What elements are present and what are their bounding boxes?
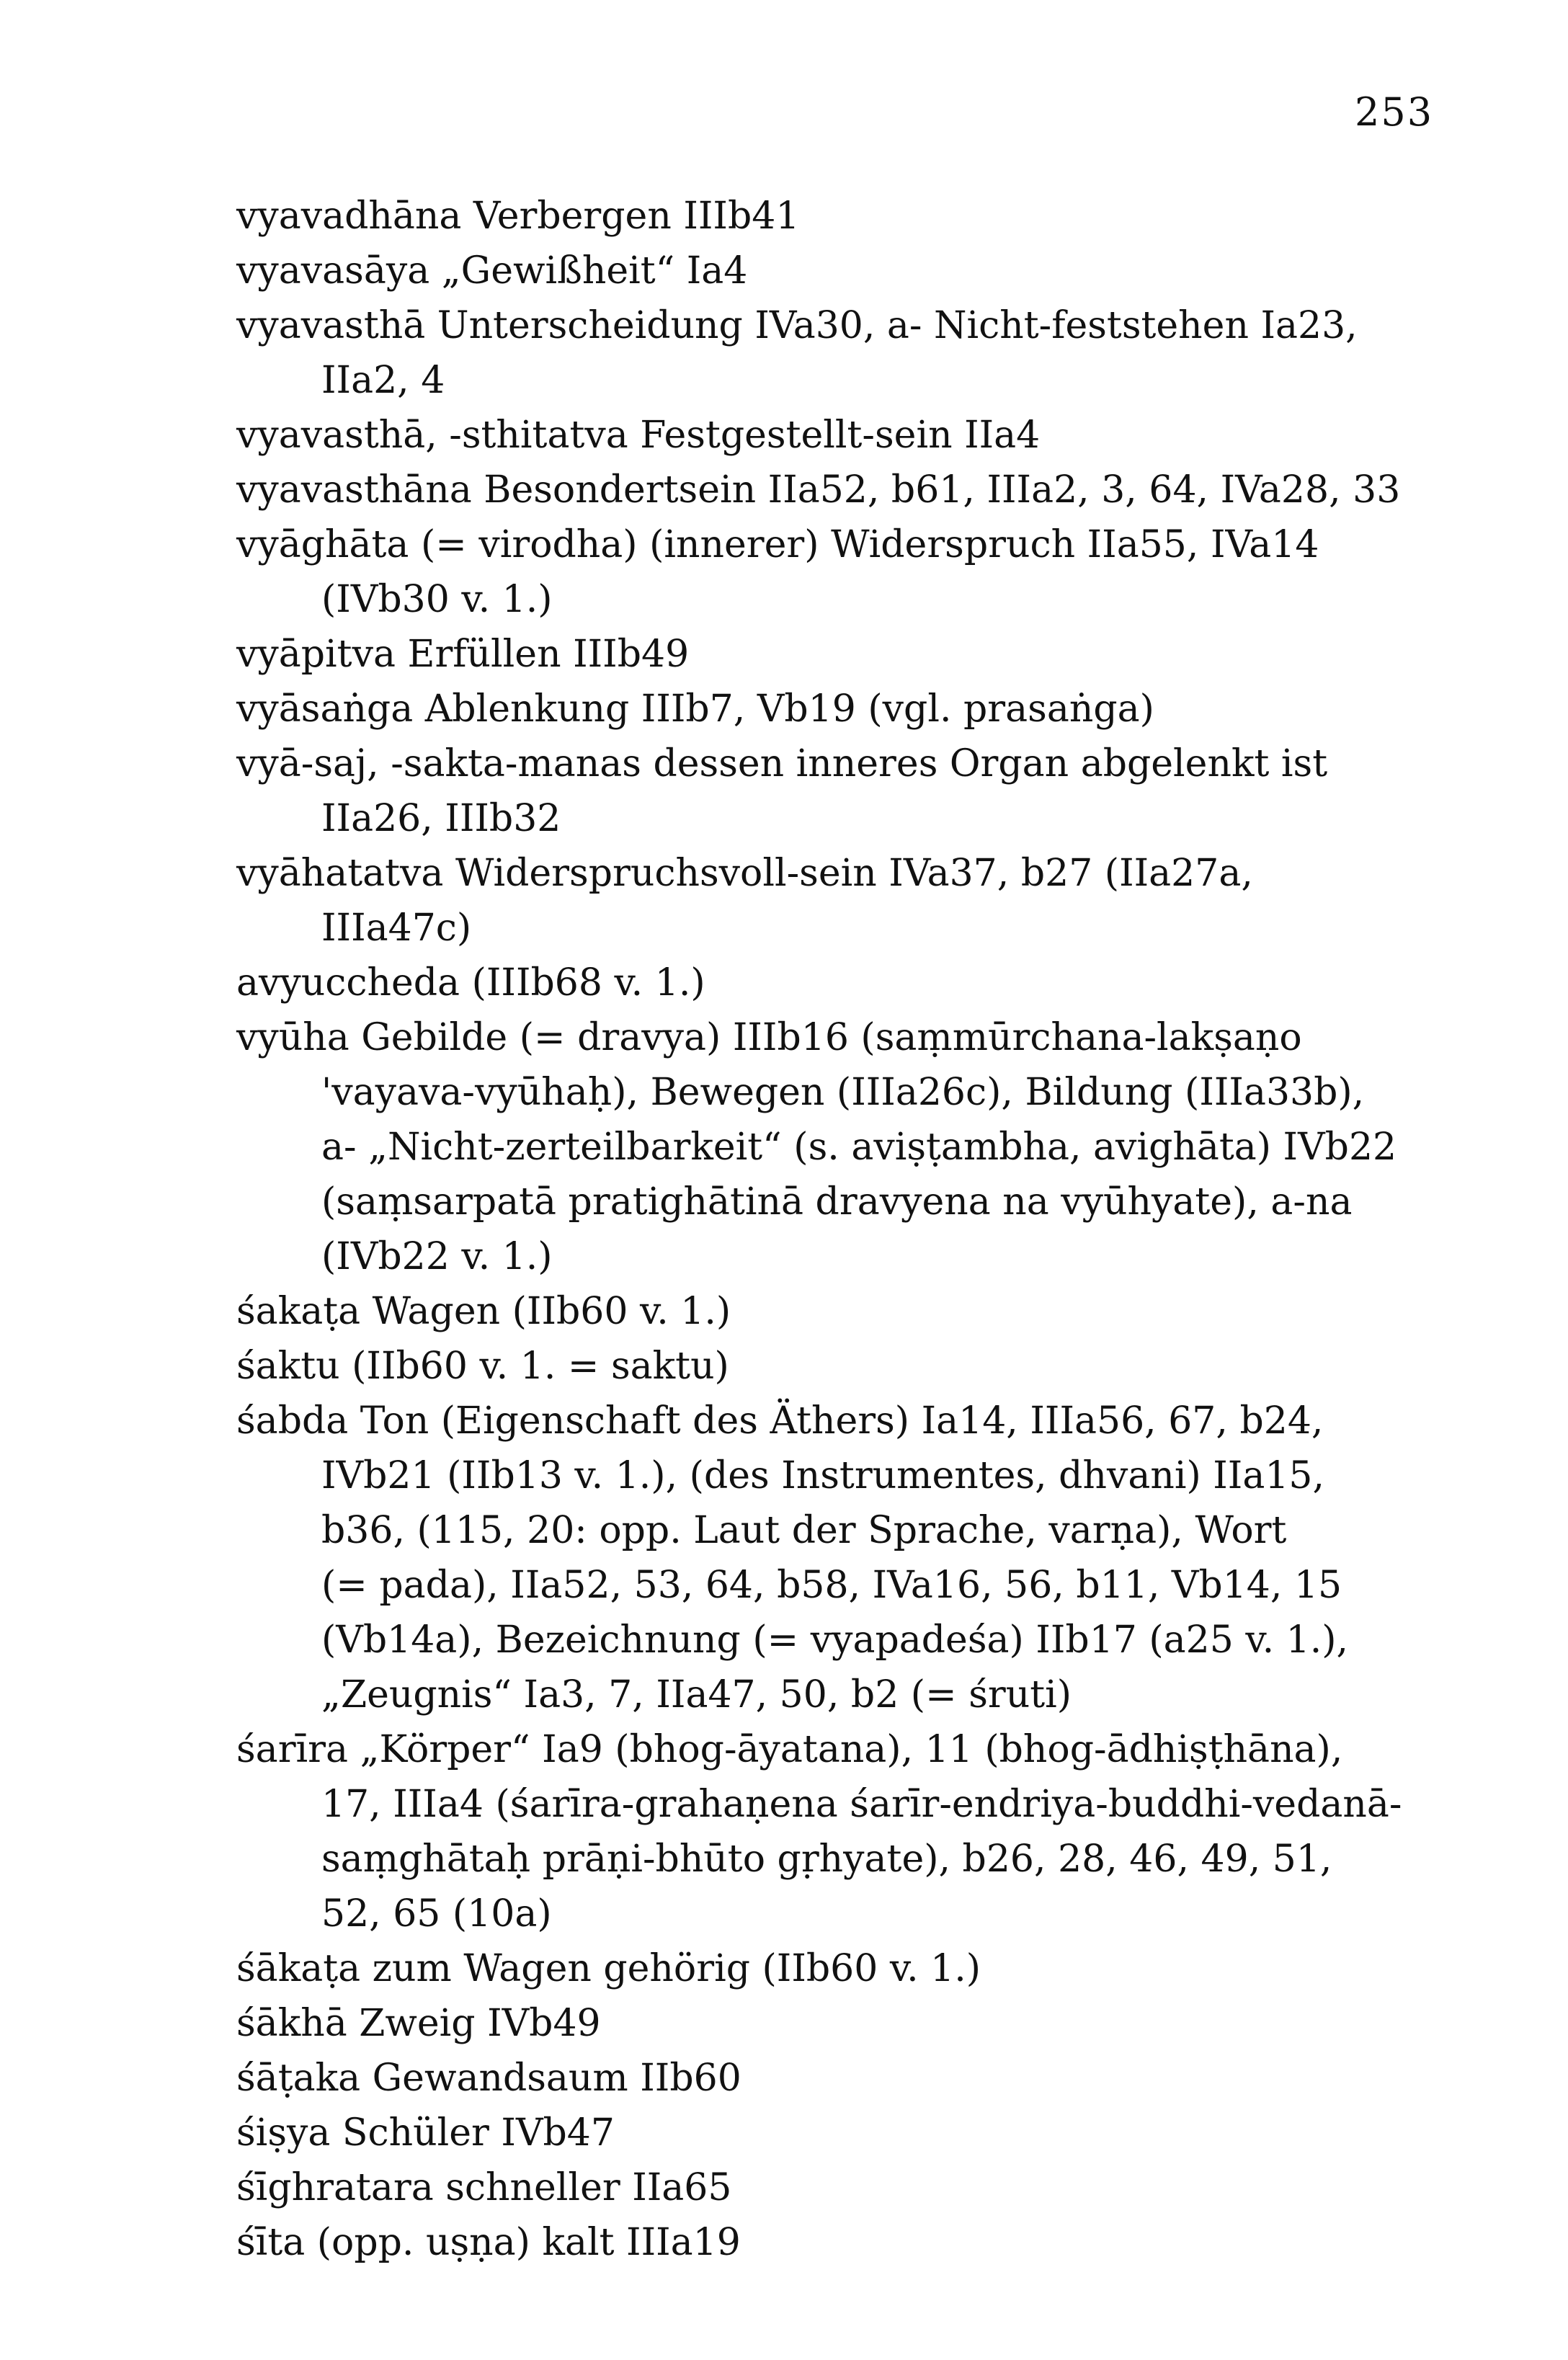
index-entry — [236, 956, 1398, 1010]
entry-continuation-line: a- „Nicht-zerteilbarkeit“ (s. aviṣṭambha, avighāta) IVb22 — [321, 1126, 1397, 1169]
index-entry — [236, 1996, 1398, 2051]
entry-continuation-line: 17, IIIa4 (śarīra-grahaṇena śarīr-endriya-buddhi-vedanā- — [321, 1783, 1402, 1826]
entry-continuation-line: b36, (115, 20: opp. Laut der Sprache, varṇa), Wort — [321, 1509, 1287, 1552]
index-entry — [236, 846, 1398, 956]
entry-headword-line: śīta (opp. uṣṇa) kalt IIIa19 — [236, 2221, 741, 2264]
entry-continuation-line: saṃghātaḥ prāṇi-bhūto gṛhyate), b26, 28, 46, 49, 51, — [321, 1838, 1332, 1881]
entry-headword-line: vyāghāta (= virodha) (innerer) Widerspruch IIa55, IVa14 — [236, 523, 1319, 566]
index-entry — [236, 2160, 1398, 2215]
index-entry — [236, 2215, 1398, 2270]
entry-continuation-line: (= pada), IIa52, 53, 64, b58, IVa16, 56, b11, Vb14, 15 — [321, 1564, 1342, 1607]
index-entry — [236, 189, 1398, 244]
index-entry — [236, 2106, 1398, 2160]
entry-headword-line: śaktu (IIb60 v. 1. = saktu) — [236, 1345, 729, 1388]
index-entry — [236, 408, 1398, 463]
index-entry — [236, 298, 1398, 408]
index-entry — [236, 1722, 1402, 1941]
index-entry — [236, 1284, 1398, 1339]
entry-headword-line: śakaṭa Wagen (IIb60 v. 1.) — [236, 1290, 731, 1333]
entry-continuation-line: (saṃsarpatā pratighātinā dravyena na vyūhyate), a-na — [321, 1180, 1353, 1224]
index-entry — [236, 1010, 1398, 1284]
entry-continuation-line: (IVb30 v. 1.) — [321, 578, 553, 621]
entry-continuation-line: IVb21 (IIb13 v. 1.), (des Instrumentes, dhvani) IIa15, — [321, 1454, 1325, 1497]
index-entry — [236, 1339, 1398, 1394]
index-entry — [236, 244, 1398, 298]
index-entry — [236, 682, 1398, 736]
entry-headword-line: vyāhatatva Widerspruchsvoll-sein IVa37, b27 (IIa27a, — [236, 852, 1253, 895]
entry-continuation-line: (Vb14a), Bezeichnung (= vyapadeśa) IIb17 (a25 v. 1.), — [321, 1618, 1349, 1662]
entry-headword-line: vyā-saj, -sakta-manas dessen inneres Organ abgelenkt ist — [236, 742, 1328, 785]
entry-continuation-line: (IVb22 v. 1.) — [321, 1235, 553, 1278]
index-list — [236, 189, 1402, 2270]
entry-headword-line: vyavasthā Unterscheidung IVa30, a- Nicht-feststehen Ia23, — [236, 304, 1358, 347]
entry-continuation-line: IIa2, 4 — [321, 359, 445, 402]
entry-continuation-line: 'vayava-vyūhaḥ), Bewegen (IIIa26c), Bildung (IIIa33b), — [321, 1071, 1365, 1114]
entry-headword-line: avyuccheda (IIIb68 v. 1.) — [236, 961, 705, 1005]
entry-headword-line: śāṭaka Gewandsaum IIb60 — [236, 2057, 741, 2100]
entry-headword-line: śarīra „Körper“ Ia9 (bhog-āyatana), 11 (bhog-ādhiṣṭhāna), — [236, 1728, 1343, 1771]
entry-headword-line: śabda Ton (Eigenschaft des Äthers) Ia14, IIIa56, 67, b24, — [236, 1399, 1324, 1443]
index-entry — [236, 1394, 1398, 1722]
index-entry — [236, 627, 1398, 682]
entry-headword-line: vyūha Gebilde (= dravya) IIIb16 (saṃmūrchana-lakṣaṇo — [236, 1016, 1302, 1059]
entry-continuation-line: IIa26, IIIb32 — [321, 797, 561, 840]
entry-continuation-line: „Zeugnis“ Ia3, 7, IIa47, 50, b2 (= śruti) — [321, 1673, 1072, 1716]
entry-headword-line: śiṣya Schüler IVb47 — [236, 2111, 615, 2155]
index-entry — [236, 517, 1398, 627]
index-entry — [236, 2051, 1398, 2106]
entry-headword-line: vyāsaṅga Ablenkung IIIb7, Vb19 (vgl. prasaṅga) — [236, 687, 1154, 731]
page-number: 253 — [1355, 89, 1434, 135]
entry-headword-line: vyavadhāna Verbergen IIIb41 — [236, 195, 800, 238]
entry-headword-line: śīghratara schneller IIa65 — [236, 2166, 732, 2209]
entry-headword-line: vyavasthā, -sthitatva Festgestellt-sein IIa4 — [236, 414, 1041, 457]
entry-headword-line: vyavasthāna Besondertsein IIa52, b61, IIIa2, 3, 64, IVa28, 33 — [236, 468, 1401, 512]
index-entry — [236, 463, 1401, 517]
entry-continuation-line: IIIa47c) — [321, 907, 472, 950]
index-entry — [236, 1941, 1398, 1996]
entry-headword-line: śākhā Zweig IVb49 — [236, 2002, 601, 2045]
entry-headword-line: vyāpitva Erfüllen IIIb49 — [236, 633, 690, 676]
index-entry — [236, 736, 1398, 846]
entry-headword-line: śākaṭa zum Wagen gehörig (IIb60 v. 1.) — [236, 1947, 981, 1990]
entry-continuation-line: 52, 65 (10a) — [321, 1892, 552, 1936]
entry-headword-line: vyavasāya „Gewißheit“ Ia4 — [236, 249, 748, 293]
